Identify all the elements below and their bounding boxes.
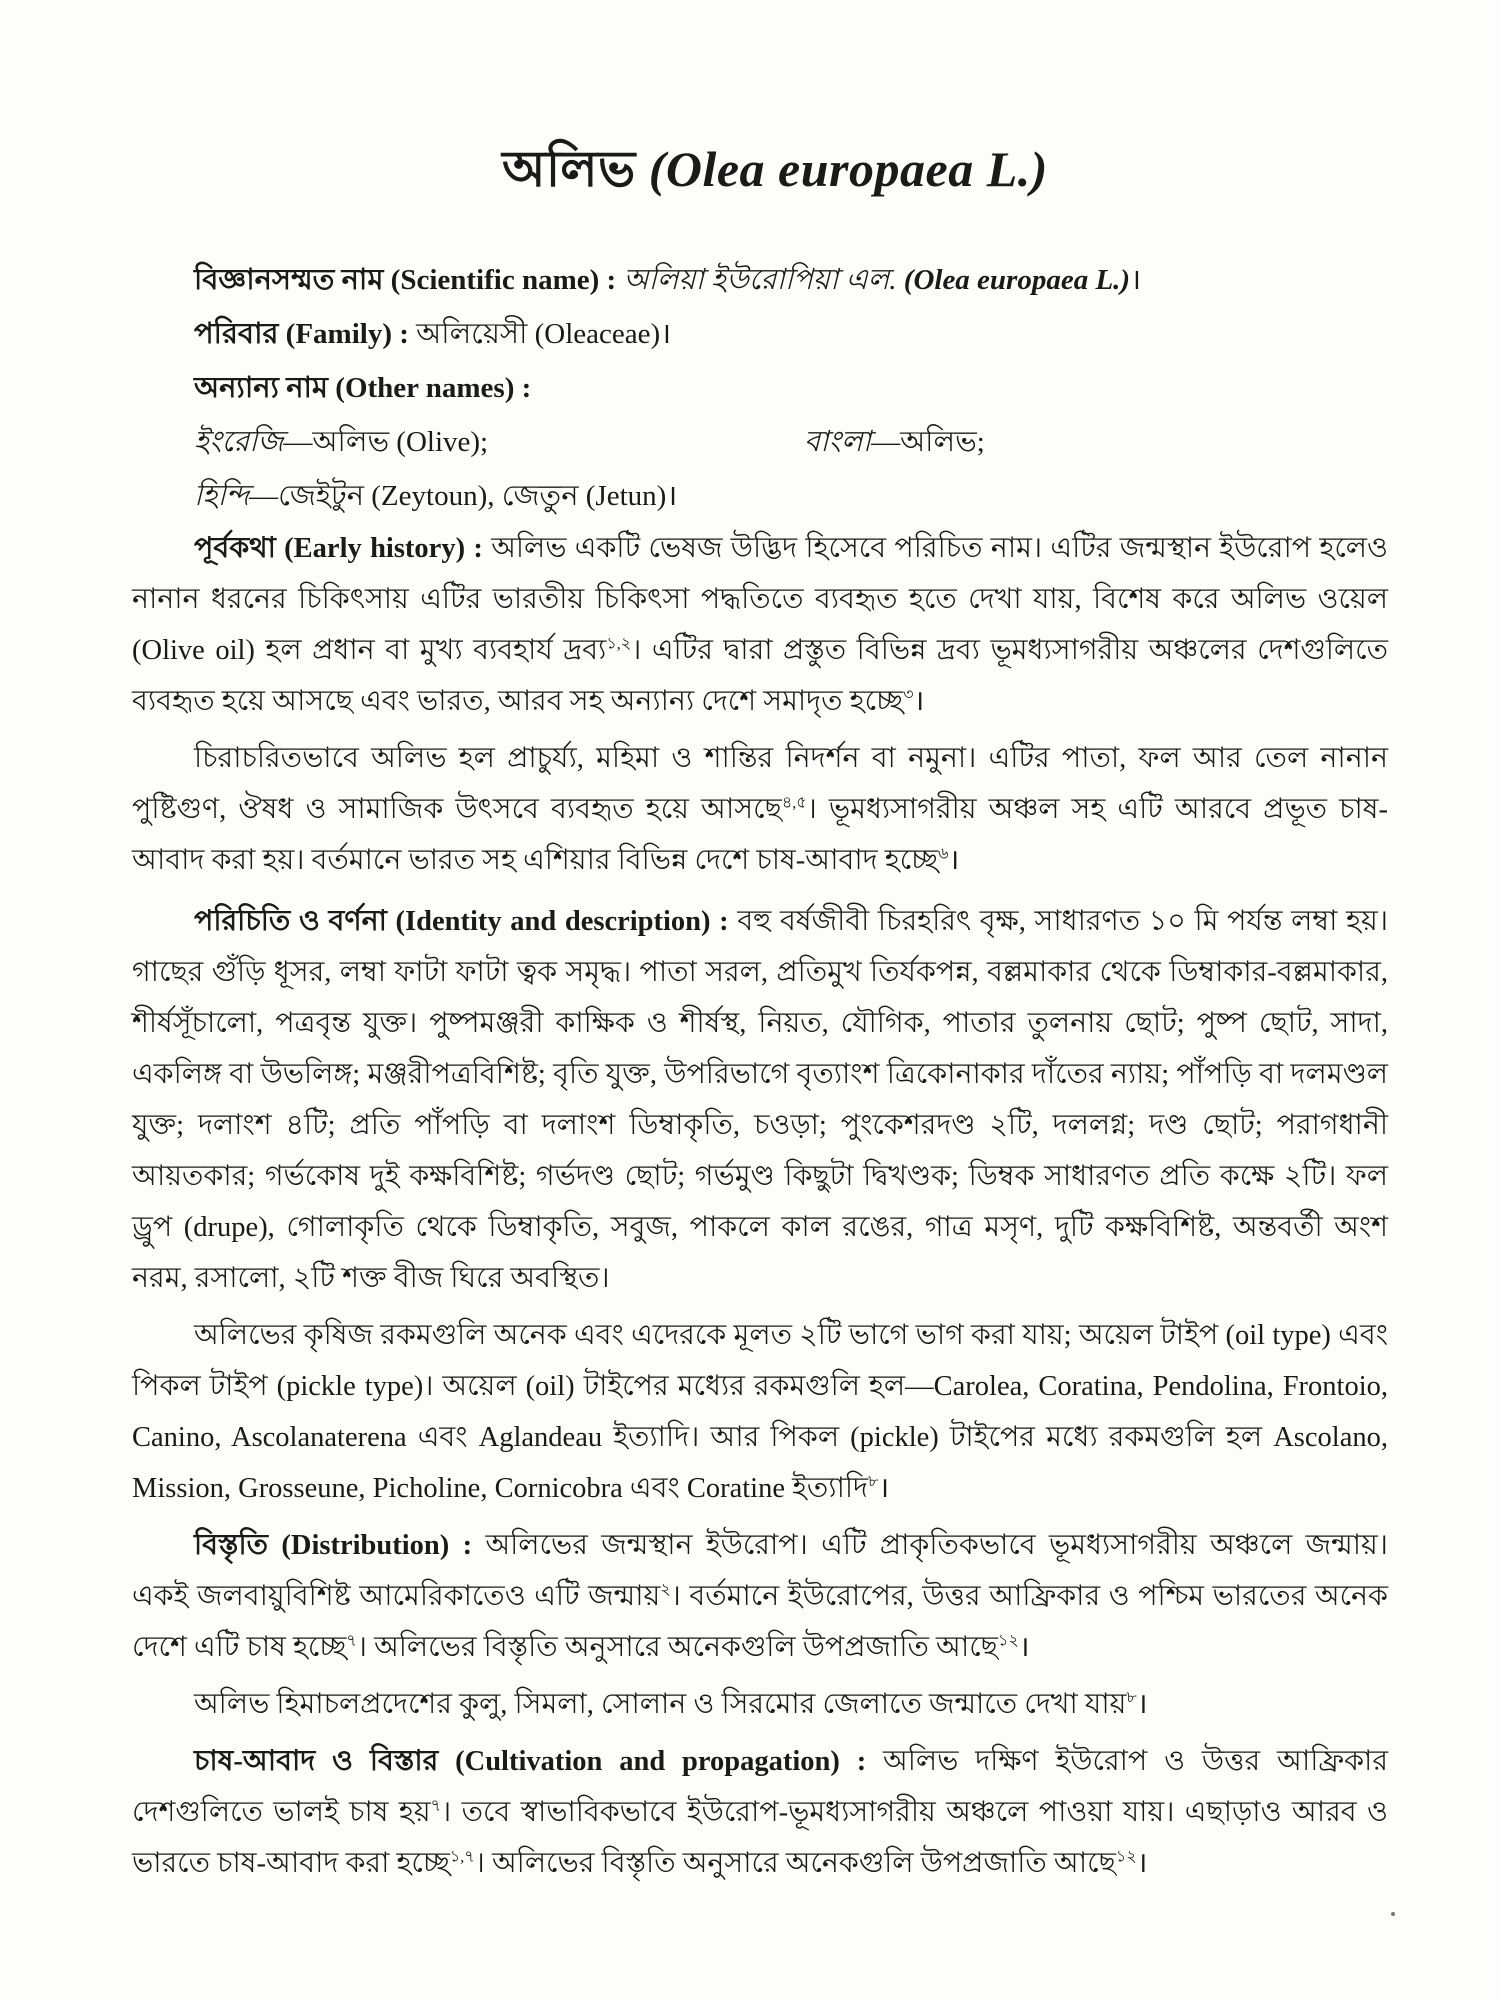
citation: ১,৭ <box>449 1848 475 1866</box>
name-english <box>194 415 804 469</box>
early-history-text: অলিভ একটি ভেষজ উদ্ভিদ হিসেবে পরিচিত নাম। এটির জন্মস্থান ইউরোপ হলেও নানান ধরনের চিকিৎসায় এটির ভারতীয় চিকিৎসা পদ্ধতিতে ব্যবহৃত হতে দেখা যায়, বিশেষ করে অলিভ ওয়েল (Olive oil) হল প্রধান বা মুখ্য ব্যবহার্য দ্রব্য <box>132 533 1389 666</box>
himachal-text: । <box>1136 1689 1148 1720</box>
scientific-name-line <box>132 253 1388 307</box>
varieties-text: অলিভের কৃষিজ রকমগুলি অনেক এবং এদেরকে মূলত ২টি ভাগে ভাগ করা যায়; অয়েল টাইপ (oil type) এবং পিকল টাইপ (pickle type)। অয়েল (oil) টাইপের মধ্যের রকমগুলি হল—Carolea, Coratina, Pendolina, Frontoio, Canino, Ascolanaterena এবং Aglandeau ইত্যাদি। আর পিকল (pickle) টাইপের মধ্যে রকমগুলি হল Ascolano, Mission, Grosseune, Picholine, Cornicobra এবং Coratine ইত্যাদি <box>132 1320 1388 1504</box>
identity-label: পরিচিতি ও বর্ণনা (Identity and description) : <box>194 906 729 937</box>
name-english-value: —অলিভ (Olive); <box>283 426 489 458</box>
family-label: পরিবার (Family) : <box>194 318 409 350</box>
early-history-text: । এটির দ্বারা প্রস্তুত বিভিন্ন দ্রব্য ভূমধ্যসাগরীয় অঞ্চলের দেশগুলিতে ব্যবহৃত হয়ে আসছে এবং ভারত, আরব সহ অন্যান্য দেশে সমাদৃত হচ্ছে <box>132 635 1389 717</box>
early-history-label: পূর্বকথা (Early history) : <box>194 533 483 564</box>
name-hindi-lang: হিন্দি <box>194 480 250 512</box>
scientific-name-label: বিজ্ঞানসম্মত নাম (Scientific name) : <box>194 264 617 296</box>
family-value: অলিয়েসী (Oleaceae)। <box>416 318 672 350</box>
page-title <box>132 132 1388 215</box>
other-names-row <box>132 415 1388 469</box>
title-latin: (Olea europaea L.) <box>648 141 1048 197</box>
cultivation-text: অলিভ দক্ষিণ ইউরোপ ও উত্তর আফ্রিকার দেশগুলিতে ভালই চাষ হয় <box>132 1746 1388 1828</box>
title-bengali: অলিভ <box>502 141 636 197</box>
name-bangla-value: —অলিভ; <box>871 426 985 458</box>
distribution-text: । <box>1018 1632 1030 1663</box>
distribution-text: । বর্তমানে ইউরোপের, উত্তর আফ্রিকার ও পশ্চিম ভারতের অনেক দেশে এটি চাষ হচ্ছে <box>132 1581 1388 1663</box>
citation: ৭ <box>346 1632 357 1650</box>
other-names-label: অন্যান্য নাম (Other names) : <box>194 372 532 404</box>
name-hindi <box>132 469 1388 523</box>
early-history-text: । <box>913 686 925 717</box>
citation: ৪,৫ <box>781 794 807 812</box>
citation: ৮ <box>1126 1689 1137 1707</box>
citation: ৬ <box>938 845 949 863</box>
distribution-text: অলিভের জন্মস্থান ইউরোপ। এটি প্রাকৃতিকভাবে ভূমধ্যসাগরীয় অঞ্চলে জন্মায়। একই জলবায়ুবিশিষ্ট আমেরিকাতেও এটি জন্মায় <box>132 1530 1388 1612</box>
name-bangla <box>804 415 985 469</box>
name-english-lang: ইংরেজি <box>194 426 284 458</box>
citation: ৮ <box>867 1473 879 1491</box>
distribution-paragraph <box>132 1520 1388 1673</box>
identity-text: বহু বর্ষজীবী চিরহরিৎ বৃক্ষ, সাধারণত ১০ মি পর্যন্ত লম্বা হয়। গাছের গুঁড়ি ধূসর, লম্বা ফাটা ফাটা ত্বক সমৃদ্ধ। পাতা সরল, প্রতিমুখ তির্যকপন্ন, বল্লমাকার থেকে ডিম্বাকার-বল্লমাকার, শীর্ষসূঁচালো, পত্রবৃন্ত যুক্ত। পুষ্পমঞ্জরী কাক্ষিক ও শীর্ষস্থ, নিয়ত, যৌগিক, পাতার তুলনায় ছোট; পুষ্প ছোট, সাদা, একলিঙ্গ বা উভলিঙ্গ; মঞ্জরীপত্রবিশিষ্ট; বৃতি যুক্ত, উপরিভাগে বৃত্যাংশ ত্রিকোনাকার দাঁতের ন্যায়; পাঁপড়ি বা দলমণ্ডল যুক্ত; দলাংশ ৪টি; প্রতি পাঁপড়ি বা দলাংশ ডিম্বাকৃতি, চওড়া; পুংকেশরদণ্ড ২টি, দললগ্ন; দণ্ড ছোট; পরাগধানী আয়তকার; গর্ভকোষ দুই কক্ষবিশিষ্ট; গর্ভদণ্ড ছোট; গর্ভমুণ্ড কিছুটা দ্বিখণ্ডক; ডিম্বক সাধারণত প্রতি কক্ষে ২টি। ফল ড্রুপ (drupe), গোলাকৃতি থেকে ডিম্বাকৃতি, সবুজ, পাকলে কাল রঙের, গাত্র মসৃণ, দুটি কক্ষবিশিষ্ট, অন্তবর্তী অংশ নরম, রসালো, ২টি শক্ত বীজ ঘিরে অবস্থিত। <box>132 906 1389 1294</box>
citation: ৭ <box>430 1797 442 1815</box>
cultivation-text: । তবে স্বাভাবিকভাবে ইউরোপ-ভূমধ্যসাগরীয় অঞ্চলে পাওয়া যায়। এছাড়াও আরব ও ভারতে চাষ-আবাদ করা হচ্ছে <box>132 1797 1388 1879</box>
traditional-text: চিরাচরিতভাবে অলিভ হল প্রাচুর্য্য, মহিমা ও শান্তির নিদর্শন বা নমুনা। এটির পাতা, ফল আর তেল নানান পুষ্টিগুণ, ঔষধ ও সামাজিক উৎসবে ব্যবহৃত হয়ে আসছে <box>132 743 1388 825</box>
traditional-text: । ভূমধ্যসাগরীয় অঞ্চল সহ এটি আরবে প্রভূত চাষ-আবাদ করা হয়। বর্তমানে ভারত সহ এশিয়ার বিভিন্ন দেশে চাষ-আবাদ হচ্ছে <box>132 794 1388 876</box>
himachal-paragraph <box>132 1679 1388 1730</box>
identity-paragraph <box>132 896 1388 1304</box>
traditional-paragraph <box>132 733 1388 886</box>
name-bangla-lang: বাংলা <box>804 426 872 458</box>
early-history-paragraph <box>132 523 1388 727</box>
cultivation-paragraph <box>132 1736 1388 1889</box>
citation: ২ <box>660 1581 671 1599</box>
citation: ১,২ <box>606 635 632 653</box>
citation: ৩ <box>903 686 914 704</box>
cultivation-text: । <box>1136 1848 1148 1879</box>
cultivation-label: চাষ-আবাদ ও বিস্তার (Cultivation and propagation) : <box>194 1746 867 1777</box>
family-line <box>132 307 1388 361</box>
scan-speck <box>1391 1912 1395 1916</box>
traditional-text: । <box>948 845 960 876</box>
distribution-label: বিস্তৃতি (Distribution) : <box>194 1530 473 1561</box>
scientific-name-bengali: অলিয়া ইউরোপিয়া এল. <box>623 264 897 296</box>
citation: ১২ <box>997 1632 1019 1650</box>
citation: ১২ <box>1115 1848 1137 1866</box>
varieties-paragraph <box>132 1310 1388 1514</box>
scientific-name-end: । <box>1130 264 1142 296</box>
varieties-text: । <box>878 1473 890 1504</box>
name-hindi-value: —জেইটুন (Zeytoun), জেতুন (Jetun)। <box>249 480 678 512</box>
himachal-text: অলিভ হিমাচলপ্রদেশের কুলু, সিমলা, সোলান ও সিরমোর জেলাতে জন্মাতে দেখা যায় <box>194 1689 1127 1720</box>
other-names-line <box>132 361 1388 415</box>
scientific-name-latin: (Olea europaea L.) <box>903 264 1131 296</box>
cultivation-text: । অলিভের বিস্তৃতি অনুসারে অনেকগুলি উপপ্রজাতি আছে <box>474 1848 1116 1879</box>
distribution-text: । অলিভের বিস্তৃতি অনুসারে অনেকগুলি উপপ্রজাতি আছে <box>356 1632 998 1663</box>
